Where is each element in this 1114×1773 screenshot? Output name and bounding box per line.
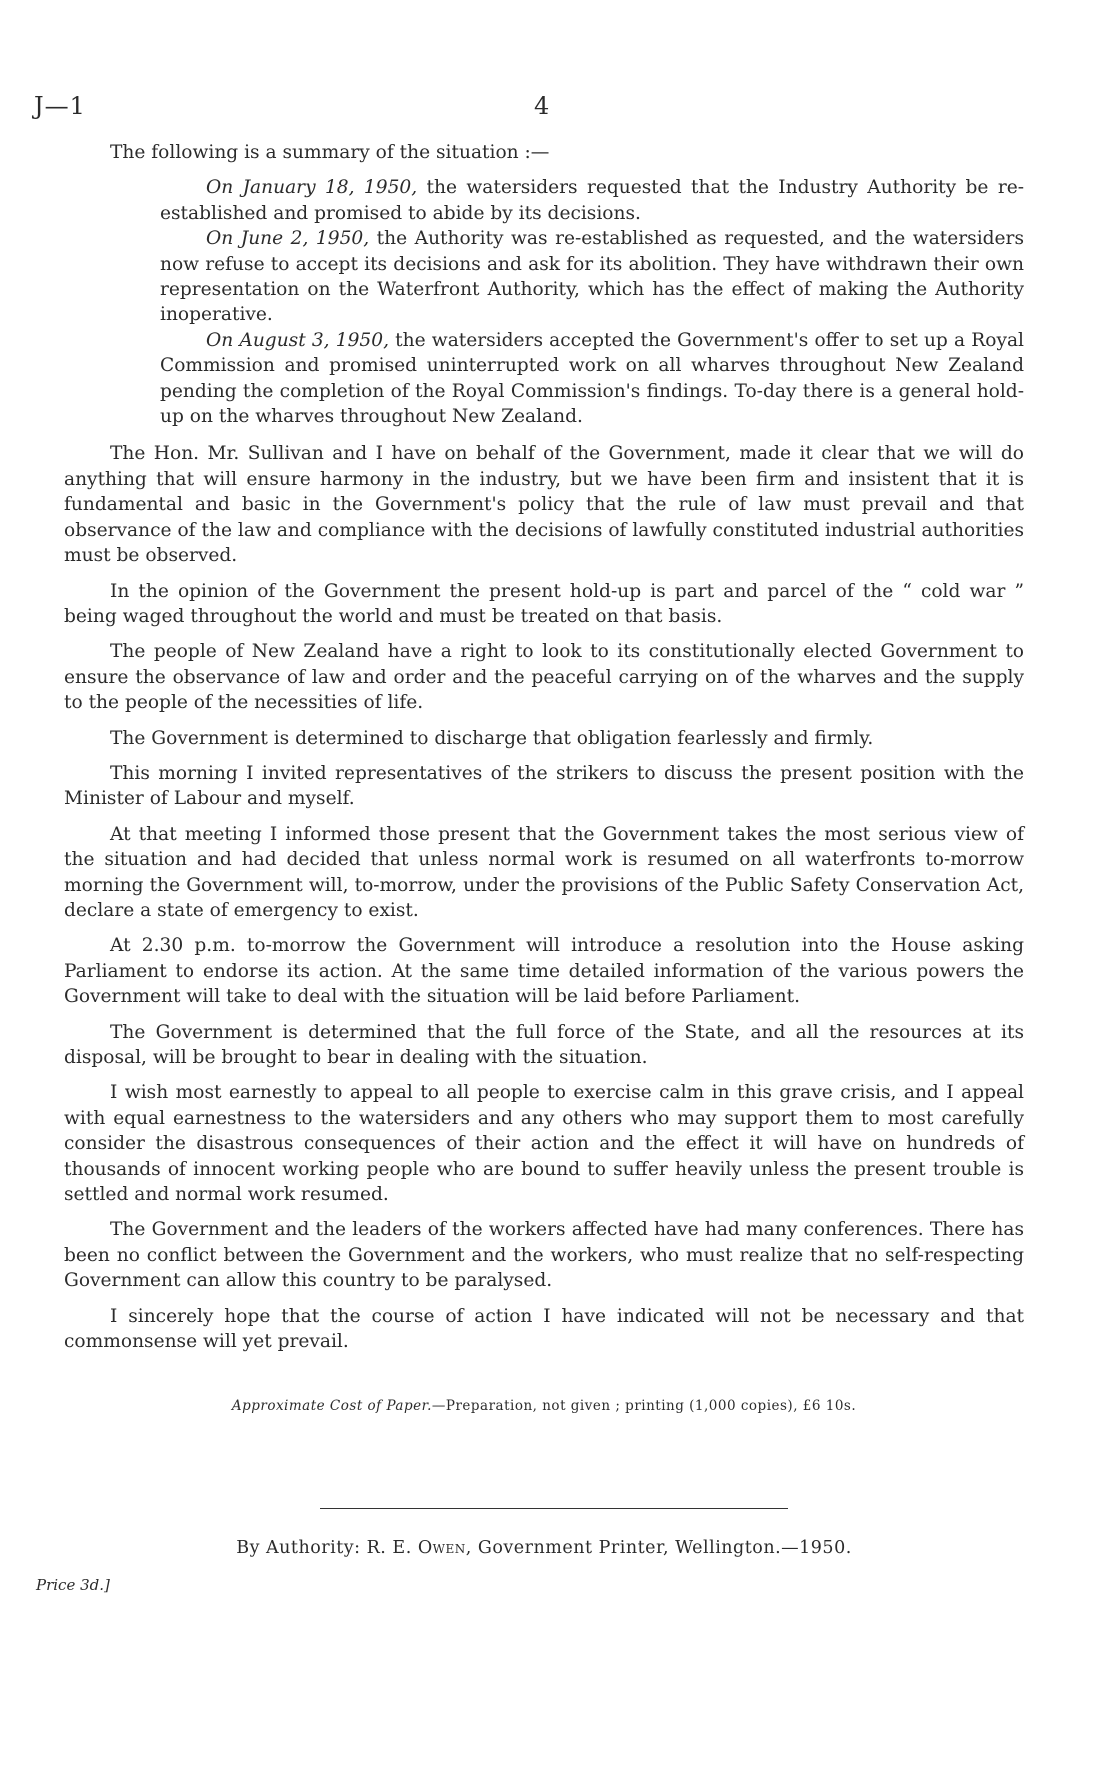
page-number: 4: [534, 92, 550, 120]
paragraph: At that meeting I informed those present that the Government takes the most serious view of the situation and had decided that unless normal work is resumed on all waterfronts to-morrow morning the Government will, to-morrow, under the provisions of the Public Safety Conservation Act, declare a state of emergency to exist.: [64, 823, 1024, 921]
footer-divider: [320, 1508, 788, 1509]
document-reference: J—1: [34, 92, 86, 120]
page-header: [34, 88, 1080, 128]
paragraph: I sincerely hope that the course of action I have indicated will not be necessary and that commonsense will yet prevail.: [64, 1305, 1024, 1353]
printer-prefix: By Authority:: [236, 1538, 367, 1558]
summary-entry: [160, 175, 1024, 226]
summary-date: On August 3, 1950,: [206, 329, 389, 351]
paragraph: I wish most earnestly to appeal to all people to exercise calm in this grave crisis, and I appeal with equal earnestness to the watersiders and any others who may support them to most carefully consider the disastrous consequences of their action and the effect it will have on hundreds of thousands of innocent working people who are bound to suffer heavily unless the present trouble is settled and normal work resumed.: [64, 1082, 1024, 1206]
paragraph: The people of New Zealand have a right to look to its constitutionally elected Government to ensure the observance of law and order and the peaceful carrying on of the wharves and the supply to the people of the necessities of life.: [64, 641, 1024, 714]
summary-date: On January 18, 1950,: [206, 177, 418, 199]
summary-intro: The following is a summary of the situation :—: [110, 142, 550, 163]
paragraph: This morning I invited representatives of the strikers to discuss the present position with the Minister of Labour and myself.: [64, 762, 1024, 810]
summary-text: the watersiders accepted the Government's offer to set up a Royal Commission and promised uninterrupted work on all wharves throughout New Zealand pending the completion of the Royal Commission's findings. To-day there is a general hold-up on the wharves throughout New Zealand.: [160, 329, 1024, 428]
cost-note-label: Approximate Cost of Paper.: [231, 1398, 432, 1414]
paragraph: At 2.30 p.m. to-morrow the Government will introduce a resolution into the House asking Parliament to endorse its action. At the same time detailed information of the various powers the Government will take to deal with the situation will be laid before Parliament.: [64, 935, 1024, 1008]
printer-suffix: , Government Printer, Wellington.—1950.: [465, 1538, 852, 1558]
cost-note-text: —Preparation, not given ; printing (1,000 copies), £6 10s.: [431, 1398, 857, 1414]
printer-name: R. E. Owen: [366, 1538, 466, 1558]
paragraph: In the opinion of the Government the present hold-up is part and parcel of the “ cold war ” being waged throughout the world and must be treated on that basis.: [64, 580, 1024, 627]
paragraph: The Government and the leaders of the workers affected have had many conferences. There has been no conflict between the Government and the workers, who must realize that no self-respecting Government can allow this country to be paralysed.: [64, 1219, 1024, 1292]
summary-text: the Authority was re-established as requested, and the watersiders now refuse to accept its decisions and ask for its abolition. They have withdrawn their own representation on the Waterfront Authority, which has the effect of making the Authority inoperative.: [160, 228, 1024, 326]
summary-entry: [160, 226, 1024, 328]
price-note: Price 3d.]: [36, 1576, 110, 1594]
paragraph: The Government is determined to discharge that obligation fearlessly and firmly.: [110, 727, 874, 749]
summary-entry: [160, 328, 1024, 430]
document-body: [64, 140, 1024, 1364]
summary-text: the watersiders requested that the Industry Authority be re-established and promised to abide by its decisions.: [160, 177, 1024, 224]
cost-note: [64, 1398, 1024, 1414]
paragraph: The Government is determined that the full force of the State, and all the resources at its disposal, will be brought to bear in dealing with the situation.: [64, 1021, 1024, 1068]
summary-date: On June 2, 1950,: [206, 228, 370, 250]
summary-list: [160, 175, 1024, 429]
printer-imprint: [64, 1538, 1024, 1558]
paragraph: The Hon. Mr. Sullivan and I have on behalf of the Government, made it clear that we will do anything that will ensure harmony in the industry, but we have been firm and insistent that it is fundamental and basic in the Government's policy that the rule of law must prevail and that observance of the law and compliance with the decisions of lawfully constituted industrial authorities must be observed.: [64, 443, 1024, 567]
